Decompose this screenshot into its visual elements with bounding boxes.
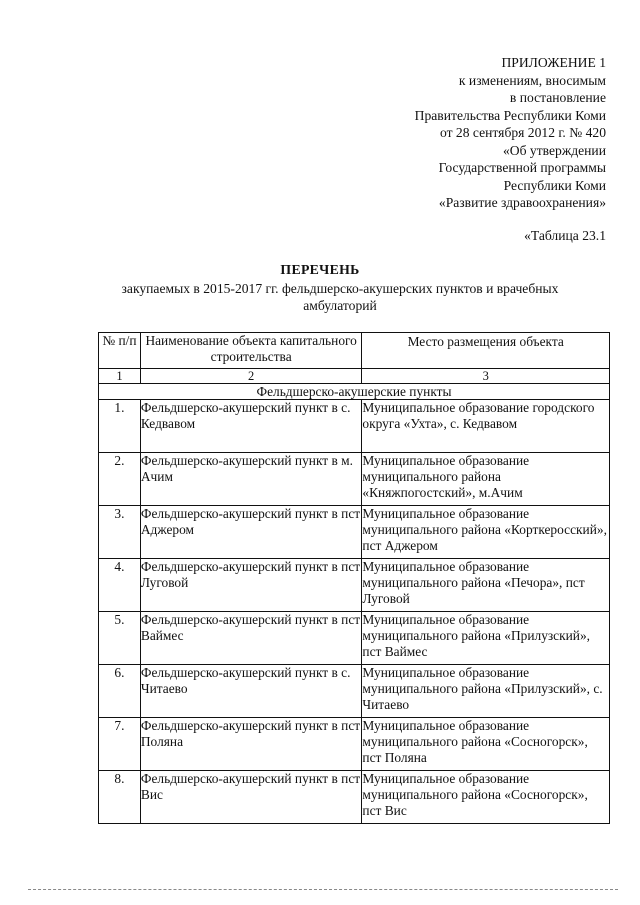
table-row — [99, 612, 610, 665]
appendix-line: в постановление — [509, 90, 606, 105]
header-number: № п/п — [99, 333, 141, 369]
appendix-line: Правительства Республики Коми — [414, 107, 606, 123]
table-row — [99, 771, 610, 824]
object-location: Муниципальное образование городского округа «Ухта», с. Кедвавом — [362, 400, 610, 453]
object-location: Муниципальное образование муниципального района «Корткеросский», пст Аджером — [362, 506, 610, 559]
object-name: Фельдшерско-акушерский пункт в с. Кедвавом — [140, 400, 362, 453]
appendix-line: от 28 сентября 2012 г. № 420 — [439, 125, 606, 140]
object-name: Фельдшерско-акушерский пункт в пст Поляна — [140, 718, 362, 771]
table-row — [99, 559, 610, 612]
table-row — [99, 506, 610, 559]
object-location: Муниципальное образование муниципального района «Печора», пст Луговой — [362, 559, 610, 612]
column-index: 1 — [99, 369, 141, 384]
appendix-line: «Развитие здравоохранения» — [438, 195, 606, 210]
object-name: Фельдшерско-акушерский пункт в с. Читаево — [140, 665, 362, 718]
object-location: Муниципальное образование муниципального района «Прилузский», пст Ваймес — [362, 612, 610, 665]
table-row — [99, 400, 610, 453]
appendix-line: к изменениям, вносимым — [458, 72, 606, 88]
appendix-block — [286, 54, 606, 212]
header-location: Место размещения объекта — [362, 333, 610, 369]
document-title: ПЕРЕЧЕНЬ — [280, 262, 360, 277]
object-name: Фельдшерско-акушерский пункт в пст Ваймес — [140, 612, 362, 665]
row-number: 5. — [99, 612, 141, 665]
object-name: Фельдшерско-акушерский пункт в пст Луговой — [140, 559, 362, 612]
object-name: Фельдшерско-акушерский пункт в пст Аджером — [140, 506, 362, 559]
row-number: 3. — [99, 506, 141, 559]
appendix-line: «Об утверждении — [502, 142, 606, 158]
document-subtitle: закупаемых в 2015-2017 гг. фельдшерско-акушерских пунктов и врачебных амбулаторий — [121, 281, 559, 313]
object-location: Муниципальное образование муниципального района «Прилузский», с. Читаево — [362, 665, 610, 718]
section-title: Фельдшерско-акушерские пункты — [99, 384, 610, 400]
table-row — [99, 718, 610, 771]
row-number: 6. — [99, 665, 141, 718]
object-location: Муниципальное образование муниципального района «Сосногорск», пст Вис — [362, 771, 610, 824]
column-index: 2 — [140, 369, 362, 384]
row-number: 7. — [99, 718, 141, 771]
object-name: Фельдшерско-акушерский пункт в м. Ачим — [140, 453, 362, 506]
facilities-table — [98, 332, 610, 824]
scan-edge-line — [28, 889, 618, 890]
column-index-row — [99, 369, 610, 384]
row-number: 2. — [99, 453, 141, 506]
row-number: 1. — [99, 400, 141, 453]
row-number: 8. — [99, 771, 141, 824]
table-reference: «Таблица 23.1 — [524, 228, 606, 243]
object-location: Муниципальное образование муниципального района «Сосногорск», пст Поляна — [362, 718, 610, 771]
appendix-line: Государственной программы — [438, 160, 606, 175]
header-object-name: Наименование объекта капитального строительства — [140, 333, 362, 369]
appendix-line: ПРИЛОЖЕНИЕ 1 — [501, 55, 606, 70]
appendix-line: Республики Коми — [503, 177, 606, 193]
table-row — [99, 453, 610, 506]
object-location: Муниципальное образование муниципального района «Княжпогостский», м.Ачим — [362, 453, 610, 506]
column-index: 3 — [362, 369, 610, 384]
table-header-row — [99, 333, 610, 369]
section-row — [99, 384, 610, 400]
object-name: Фельдшерско-акушерский пункт в пст Вис — [140, 771, 362, 824]
table-row — [99, 665, 610, 718]
row-number: 4. — [99, 559, 141, 612]
